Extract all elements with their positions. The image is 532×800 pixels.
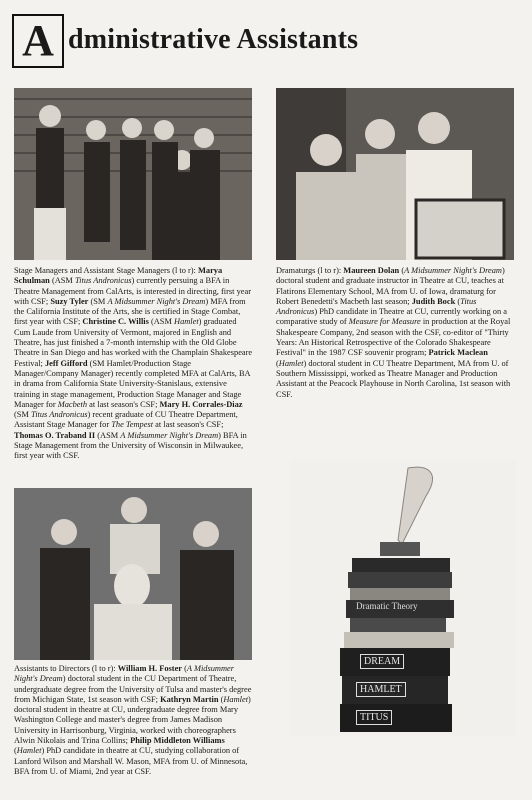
caption-text: (	[399, 266, 405, 275]
caption-text: ) recent graduate of CU Theatre Department, Assistant Stage Manager for	[14, 410, 238, 430]
caption-text: Stage Managers and Assistant Stage Managers (l to r):	[14, 266, 198, 275]
caption-text: ) BFA in Stage Management from the University of Wisconsin in Milwaukee, first year with CSF.	[14, 430, 247, 461]
caption-text: (SM	[88, 296, 108, 306]
person-name: Suzy Tyler	[50, 296, 89, 306]
caption-text: Dramaturgs (l to r):	[276, 266, 344, 275]
person-name: Philip Middleton Williams	[130, 736, 225, 746]
play-title: A Midsummer Night's Dream	[404, 266, 502, 275]
caption-text: (SM Hamlet/Production Stage Manager/Company Manager) recently completed MFA at CalArts, BA in drama from California State University-Stanislaus, extensive training in stage management, Production Stage Manager and Stage Manager for	[14, 358, 251, 409]
caption-assistants-directors	[14, 664, 254, 777]
person-name: Maureen Dolan	[343, 266, 400, 275]
play-title: The Tempest	[111, 420, 154, 430]
person-name: Patrick Maclean	[428, 348, 488, 358]
book-spine-titus: TITUS	[356, 710, 392, 725]
caption-text: ) graduated Cum Laude from University of Vermont, majored in English and Theatre, has just finished a 7-month internship with the Old Globe Theatre in San Diego and has worked with the Champlain Shakespeare Festival;	[14, 317, 253, 368]
play-title: Macbeth	[57, 399, 88, 409]
caption-text: ) currently persuing a BFA in Theatre Management from CalArts, is interested in directing, first year with CSF;	[14, 276, 251, 306]
photo-dramaturgs	[276, 88, 514, 260]
person-name: Christine C. Willis	[82, 317, 149, 327]
caption-text: ) doctoral student in theatre at CU, undergraduate degree from Mary Washington College and master's degree from James Madison University in Harrisonburg, Virginia, worked with choreographers Alwin Nikolais and Trina Collins;	[14, 694, 251, 746]
play-title: Measure for Measure	[348, 317, 421, 327]
play-title: A Midsummer Night's Dream	[14, 664, 234, 684]
person-name: Kathryn Martin	[160, 694, 219, 704]
caption-text: ) doctoral student and graduate instructor in Theatre at CU, teaches at Flatirons Elementary School, MA from U. of Iowa, dramaturg for Robert Benedetti's Macbeth last season;	[276, 266, 505, 306]
caption-text: (	[276, 358, 279, 368]
person-name: Jeff Gifford	[44, 358, 88, 368]
book-spine-hamlet: HAMLET	[356, 682, 406, 697]
person-name: Marya Schulman	[14, 266, 223, 286]
title-dropcap: A	[12, 14, 64, 68]
caption-text: ) MFA from the California Institute of the Arts, she is certified in Stage Combat, first year with CSF;	[14, 296, 246, 327]
play-title: Hamlet	[16, 746, 42, 756]
play-title: Titus Andronicus	[74, 276, 132, 286]
page-title: dministrative Assistants	[68, 24, 359, 55]
caption-text: at last season's CSF;	[153, 420, 224, 430]
caption-dramaturgs	[276, 266, 516, 400]
caption-text: in production at the Royal Shakespeare Company, 2nd season with the CSF, co-editor of "Thirty Years: An Historical Retrospective of the Colorado Shakespeare Festival" in the 1987 CSF souvenir program;	[276, 317, 511, 358]
book-spine-dream: DREAM	[360, 654, 404, 669]
caption-text: (ASM	[49, 276, 75, 286]
caption-text: (ASM	[95, 430, 121, 440]
play-title: Titus Andronicus	[31, 410, 88, 420]
photo-assistants-directors	[14, 488, 252, 660]
caption-text: (ASM	[148, 317, 175, 327]
play-title: Titus Andronicus	[276, 296, 477, 317]
caption-text: (	[218, 694, 224, 704]
book-spine-label: Dramatic Theory	[356, 601, 418, 611]
person-name: Judith Bock	[411, 296, 456, 306]
person-name: Thomas O. Traband II	[14, 430, 96, 440]
play-title: A Midsummer Night's Dream	[120, 430, 219, 440]
caption-text: ) doctoral student in CU Theatre Department, MA from U. of Southern Mississippi, worked as Theatre Manager and Production Assistant at the Peacock Playhouse in North Carolina, 1st season with CSF.	[276, 358, 511, 399]
play-title: Hamlet	[223, 694, 249, 704]
caption-text: ) doctoral student in the CU Department of Theatre, undergraduate degree from the University of Tulsa and master's degree from Michigan State, 1st season with CSF;	[14, 674, 252, 704]
caption-text: (SM	[14, 410, 31, 420]
play-title: Hamlet	[278, 358, 304, 368]
caption-text: at last season's CSF;	[87, 399, 160, 409]
caption-text: (	[182, 664, 187, 673]
caption-text: (	[14, 746, 17, 756]
caption-text: (	[455, 296, 461, 306]
photo-books-quill	[290, 460, 516, 736]
photo-stage-managers	[14, 88, 252, 260]
play-title: Hamlet	[174, 317, 199, 327]
caption-text: ) PhD candidate in theatre at CU, studying collaboration of Lanford Wilson and Marshall W. Mason, MFA from U. of Minnesota, BFA from U. of Miami, 2nd year at CSF.	[14, 746, 248, 776]
play-title: A Midsummer Night's Dream	[107, 296, 206, 306]
caption-stage-managers	[14, 266, 254, 462]
page-header	[12, 14, 522, 70]
person-name: Mary H. Corrales-Diaz	[159, 399, 243, 409]
person-name: William H. Foster	[117, 664, 183, 673]
caption-text: ) PhD candidate in Theatre at CU, currently working on a comparative study of	[276, 307, 507, 327]
caption-text: Assistants to Directors (l to r):	[14, 664, 118, 673]
